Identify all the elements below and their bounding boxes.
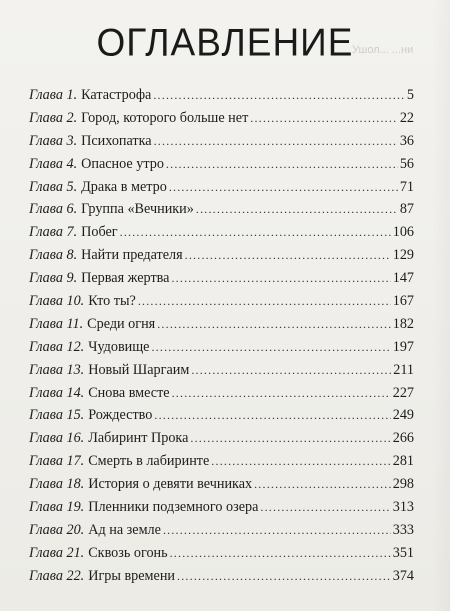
page-number: 129 bbox=[392, 247, 414, 264]
chapter-title: Найти предателя bbox=[81, 247, 183, 264]
page-number: 22 bbox=[399, 109, 414, 126]
page-number: 313 bbox=[392, 499, 414, 516]
toc-entry bbox=[29, 153, 414, 176]
chapter-number: Глава 1. bbox=[29, 87, 78, 103]
toc-entry bbox=[29, 450, 414, 473]
toc-entry bbox=[29, 130, 414, 153]
toc-entry bbox=[29, 221, 414, 244]
page-number: 211 bbox=[393, 361, 414, 378]
chapter-title: Побег bbox=[81, 224, 118, 241]
dot-leader bbox=[185, 244, 391, 267]
page-number: 106 bbox=[392, 224, 414, 241]
chapter-number: Глава 13. bbox=[29, 361, 85, 378]
dot-leader bbox=[211, 450, 390, 473]
toc-entry bbox=[29, 107, 414, 130]
show-through-text: Ушол... ...ни bbox=[352, 44, 414, 56]
chapter-title: Опасное утро bbox=[81, 155, 164, 172]
toc-entry bbox=[29, 313, 414, 336]
toc-entry bbox=[29, 473, 414, 496]
chapter-title: Ад на земле bbox=[88, 521, 161, 538]
chapter-number: Глава 17. bbox=[29, 453, 85, 470]
dot-leader bbox=[154, 404, 390, 427]
page-number: 266 bbox=[392, 430, 414, 447]
chapter-number: Глава 19. bbox=[29, 499, 85, 516]
toc-entry bbox=[29, 267, 414, 290]
chapter-number: Глава 14. bbox=[29, 384, 85, 401]
page-edge-shadow bbox=[432, 0, 450, 611]
page-number: 374 bbox=[392, 567, 414, 584]
chapter-number: Глава 7. bbox=[29, 224, 78, 241]
dot-leader bbox=[120, 221, 391, 244]
table-of-contents bbox=[29, 84, 414, 588]
dot-leader bbox=[191, 359, 391, 382]
page-title: ОГЛАВЛЕНИЕ bbox=[96, 20, 354, 64]
dot-leader bbox=[169, 176, 398, 199]
chapter-title: Группа «Вечники» bbox=[81, 201, 194, 218]
dot-leader bbox=[177, 565, 391, 588]
chapter-number: Глава 6. bbox=[29, 201, 78, 218]
page-number: 298 bbox=[392, 476, 414, 493]
dot-leader bbox=[172, 382, 391, 405]
page-number: 147 bbox=[392, 270, 414, 287]
page-number: 249 bbox=[392, 407, 414, 424]
dot-leader bbox=[250, 107, 398, 130]
toc-entry bbox=[29, 290, 414, 313]
chapter-title: Чудовище bbox=[88, 338, 150, 355]
toc-entry bbox=[29, 565, 414, 588]
chapter-title: Драка в метро bbox=[81, 178, 167, 195]
chapter-title: Рождество bbox=[88, 407, 153, 424]
toc-entry bbox=[29, 427, 414, 450]
toc-entry bbox=[29, 519, 414, 542]
dot-leader bbox=[166, 153, 398, 176]
chapter-title: История о девяти вечниках bbox=[88, 476, 253, 493]
chapter-title: Среди огня bbox=[87, 315, 156, 332]
dot-leader bbox=[196, 198, 398, 221]
page-number: 56 bbox=[399, 155, 414, 172]
chapter-number: Глава 15. bbox=[29, 407, 85, 424]
chapter-number: Глава 22. bbox=[29, 567, 85, 584]
chapter-number: Глава 2. bbox=[29, 109, 78, 126]
chapter-number: Глава 16. bbox=[29, 430, 85, 447]
chapter-title: Первая жертва bbox=[81, 270, 170, 287]
toc-entry bbox=[29, 176, 414, 199]
page-number: 351 bbox=[392, 544, 414, 561]
toc-entry bbox=[29, 336, 414, 359]
toc-entry bbox=[29, 496, 414, 519]
toc-entry bbox=[29, 359, 414, 382]
chapter-number: Глава 18. bbox=[29, 476, 85, 493]
chapter-number: Глава 5. bbox=[29, 178, 78, 195]
chapter-title: Пленники подземного озера bbox=[88, 499, 259, 516]
toc-entry bbox=[29, 382, 414, 405]
page-number: 333 bbox=[392, 521, 414, 538]
dot-leader bbox=[254, 473, 391, 496]
dot-leader bbox=[170, 542, 391, 565]
dot-leader bbox=[151, 336, 390, 359]
page-number: 5 bbox=[406, 87, 414, 103]
chapter-number: Глава 20. bbox=[29, 521, 85, 538]
page-number: 71 bbox=[399, 178, 414, 195]
dot-leader bbox=[157, 313, 391, 336]
chapter-title: Кто ты? bbox=[88, 293, 136, 310]
toc-entry bbox=[29, 542, 414, 565]
toc-entry bbox=[29, 404, 414, 427]
page-number: 36 bbox=[399, 132, 414, 149]
page-number: 227 bbox=[392, 384, 414, 401]
chapter-number: Глава 4. bbox=[29, 155, 78, 172]
dot-leader bbox=[153, 84, 405, 107]
chapter-title: Игры времени bbox=[88, 567, 176, 584]
page-number: 87 bbox=[399, 201, 414, 218]
dot-leader bbox=[171, 267, 390, 290]
chapter-number: Глава 21. bbox=[29, 544, 85, 561]
chapter-number: Глава 12. bbox=[29, 338, 85, 355]
page-number: 197 bbox=[392, 338, 414, 355]
page-number: 281 bbox=[392, 453, 414, 470]
chapter-title: Сквозь огонь bbox=[88, 544, 168, 561]
page-number: 167 bbox=[392, 293, 414, 310]
dot-leader bbox=[190, 427, 390, 450]
chapter-title: Катастрофа bbox=[81, 87, 152, 103]
toc-entry bbox=[29, 84, 414, 107]
chapter-title: Лабиринт Прока bbox=[88, 430, 189, 447]
chapter-number: Глава 3. bbox=[29, 132, 78, 149]
chapter-title: Смерть в лабиринте bbox=[88, 453, 210, 470]
toc-entry bbox=[29, 198, 414, 221]
dot-leader bbox=[138, 290, 391, 313]
toc-entry bbox=[29, 244, 414, 267]
chapter-title: Снова вместе bbox=[88, 384, 170, 401]
chapter-number: Глава 8. bbox=[29, 247, 78, 264]
dot-leader bbox=[260, 496, 390, 519]
chapter-number: Глава 9. bbox=[29, 270, 78, 287]
chapter-number: Глава 11. bbox=[29, 315, 84, 332]
dot-leader bbox=[154, 130, 398, 153]
page-number: 182 bbox=[392, 315, 414, 332]
dot-leader bbox=[163, 519, 391, 542]
chapter-title: Психопатка bbox=[81, 132, 152, 149]
chapter-number: Глава 10. bbox=[29, 293, 85, 310]
chapter-title: Новый Шаргаим bbox=[88, 361, 190, 378]
chapter-title: Город, которого больше нет bbox=[81, 109, 249, 126]
